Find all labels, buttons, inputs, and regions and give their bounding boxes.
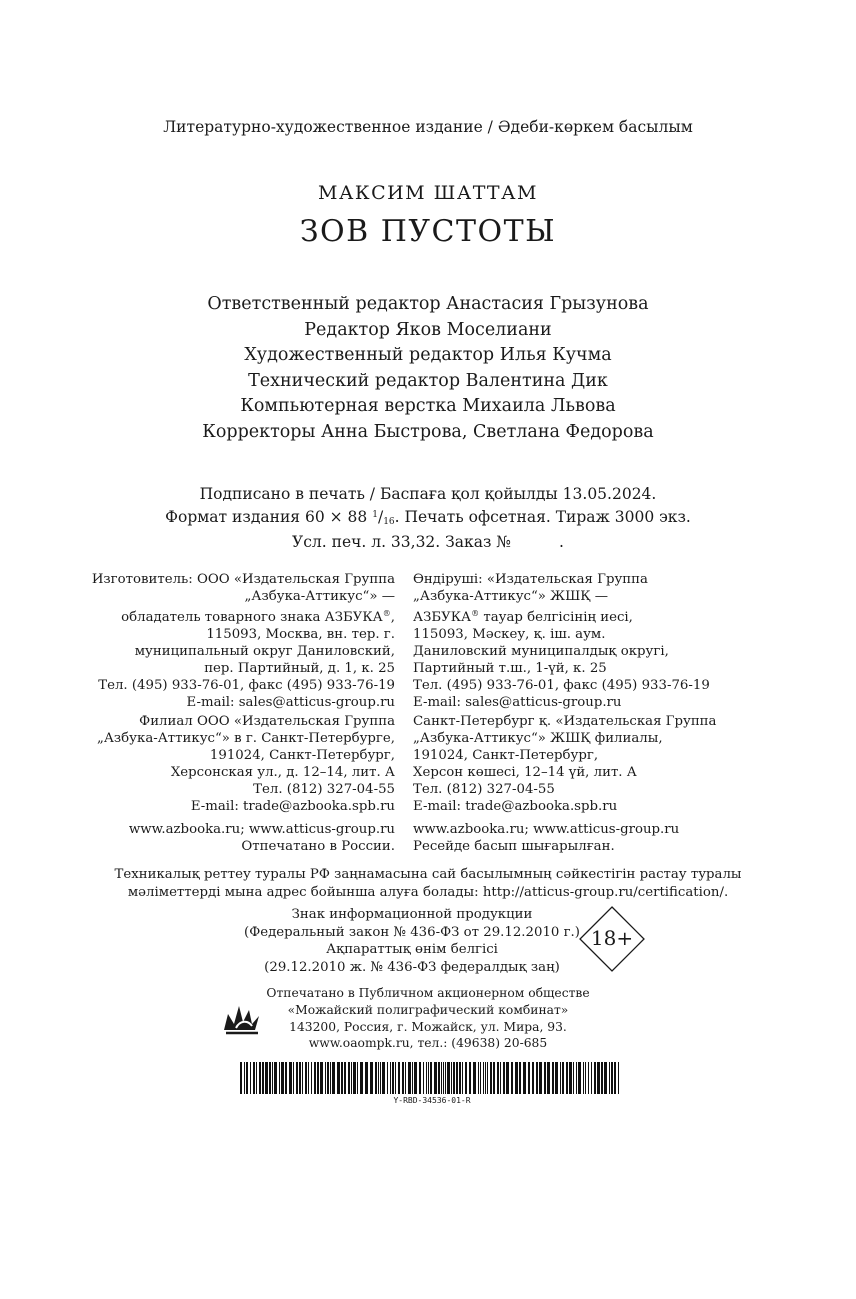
barcode-bar bbox=[405, 1062, 406, 1094]
barcode-bar bbox=[279, 1062, 280, 1094]
barcode-bar bbox=[395, 1062, 396, 1094]
barcode-bar bbox=[539, 1062, 542, 1094]
barcode-bar bbox=[588, 1062, 589, 1094]
barcode bbox=[240, 1062, 624, 1094]
credit-line: Редактор Яков Моселиани bbox=[304, 319, 552, 340]
barcode-bar bbox=[485, 1062, 486, 1094]
barcode-bar bbox=[552, 1062, 554, 1094]
barcode-bar bbox=[483, 1062, 484, 1094]
barcode-bar bbox=[317, 1062, 319, 1094]
barcode-bar bbox=[585, 1062, 586, 1094]
barcode-bar bbox=[265, 1062, 268, 1094]
barcode-bar bbox=[274, 1062, 277, 1094]
barcode-bar bbox=[311, 1062, 312, 1094]
barcode-bar bbox=[380, 1062, 381, 1094]
barcode-bar bbox=[408, 1062, 411, 1094]
barcode-bar bbox=[447, 1062, 450, 1094]
author-name: МАКСИМ ШАТТАМ bbox=[318, 182, 538, 204]
barcode-bar bbox=[259, 1062, 261, 1094]
barcode-bar bbox=[528, 1062, 530, 1094]
barcode-bar bbox=[253, 1062, 255, 1094]
web-kz: www.azbooka.ru; www.atticus-group.ru Ресейде басып шығарылған. bbox=[413, 822, 680, 854]
barcode-bar bbox=[281, 1062, 284, 1094]
barcode-bar bbox=[453, 1062, 455, 1094]
format-line: Формат издания 60 × 88 $^1/_{16}$. Печать офсетная. Тираж 3000 экз. bbox=[165, 507, 691, 527]
barcode-bar bbox=[269, 1062, 271, 1094]
barcode-bar bbox=[256, 1062, 257, 1094]
barcode-bar bbox=[412, 1062, 413, 1094]
barcode-bar bbox=[246, 1062, 248, 1094]
book-title: ЗОВ ПУСТОТЫ bbox=[299, 214, 557, 249]
barcode-bar bbox=[456, 1062, 458, 1094]
barcode-bar bbox=[375, 1062, 377, 1094]
barcode-bar bbox=[544, 1062, 546, 1094]
barcode-bar bbox=[351, 1062, 352, 1094]
barcode-bar bbox=[614, 1062, 616, 1094]
barcode-bar bbox=[478, 1062, 479, 1094]
edition-type: Литературно-художественное издание / Әдеби-көркем басылым bbox=[163, 118, 693, 136]
credit-line: Корректоры Анна Быстрова, Светлана Федорова bbox=[202, 421, 654, 442]
barcode-bar bbox=[414, 1062, 417, 1094]
manufacturer-ru: Изготовитель: ООО «Издательская Группа „Азбука-Аттикус“» — обладатель товарного знака АЗБУКА®, 115093, Москва, вн. тер. г. муниципальный округ Даниловский, пер. Партийный, д. 1, к. 25 Тел. (495) 933-76-01, факс (495) 933-76-19 E-mail: sales@atticus-group.ru bbox=[91, 572, 395, 710]
barcode-bar bbox=[578, 1062, 581, 1094]
barcode-bar bbox=[480, 1062, 481, 1094]
barcode-bar bbox=[387, 1062, 388, 1094]
barcode-bar bbox=[560, 1062, 561, 1094]
barcode-bar bbox=[569, 1062, 572, 1094]
barcode-bar bbox=[515, 1062, 518, 1094]
barcode-bar bbox=[353, 1062, 356, 1094]
barcode-bar bbox=[305, 1062, 307, 1094]
age-rating-label: 18+ bbox=[590, 926, 634, 950]
barcode-bar bbox=[332, 1062, 335, 1094]
barcode-bar bbox=[523, 1062, 526, 1094]
barcode-bar bbox=[426, 1062, 427, 1094]
barcode-bar bbox=[357, 1062, 358, 1094]
barcode-bar bbox=[344, 1062, 346, 1094]
barcode-text: Y-RBD-34536-01-R bbox=[393, 1096, 471, 1105]
barcode-bar bbox=[443, 1062, 444, 1094]
manufacturer-kz: Өндіруші: «Издательская Группа „Азбука-Аттикус“» ЖШҚ — АЗБУКА® тауар белгісінің иесі, 115093, Мәскеу, қ. іш. аум. Даниловский муниципалдық округі, Партийный т.ш., 1-үй, к. 25 Тел. (495) 933-76-01, факс (495) 933-76-19 E-mail: sales@atticus-group.ru bbox=[413, 572, 710, 710]
barcode-bar bbox=[562, 1062, 564, 1094]
credit-line: Технический редактор Валентина Дик bbox=[248, 370, 608, 391]
barcode-bar bbox=[244, 1062, 245, 1094]
barcode-bar bbox=[419, 1062, 421, 1094]
print-info bbox=[0, 484, 856, 553]
sheets-line: Усл. печ. л. 33,32. Заказ № . bbox=[292, 533, 564, 551]
barcode-bar bbox=[438, 1062, 440, 1094]
barcode-bar bbox=[325, 1062, 326, 1094]
barcode-bar bbox=[398, 1062, 400, 1094]
barcode-bar bbox=[327, 1062, 329, 1094]
barcode-bar bbox=[601, 1062, 603, 1094]
barcode-bar bbox=[289, 1062, 292, 1094]
barcode-bar bbox=[465, 1062, 467, 1094]
barcode-bar bbox=[299, 1062, 301, 1094]
barcode-bar bbox=[348, 1062, 350, 1094]
barcode-bar bbox=[573, 1062, 574, 1094]
barcode-bar bbox=[341, 1062, 343, 1094]
barcode-bar bbox=[390, 1062, 391, 1094]
barcode-bar bbox=[272, 1062, 273, 1094]
barcode-bar bbox=[469, 1062, 471, 1094]
format-fraction: $^1/_{16}$ bbox=[372, 507, 395, 527]
barcode-bar bbox=[240, 1062, 242, 1094]
barcode-bar bbox=[337, 1062, 340, 1094]
barcode-bar bbox=[428, 1062, 429, 1094]
barcode-bar bbox=[459, 1062, 461, 1094]
branch-ru: Филиал ООО «Издательская Группа „Азбука-Аттикус“» в г. Санкт-Петербурге, 191024, Санкт-Петербург, Херсонская ул., д. 12–14, лит. А Тел. (812) 327-04-55 E-mail: trade@azbooka.spb.ru bbox=[96, 714, 395, 814]
signed-date: Подписано в печать / Баспаға қол қойылды 13.05.2024. bbox=[199, 485, 657, 503]
barcode-bar bbox=[566, 1062, 568, 1094]
barcode-bar bbox=[583, 1062, 584, 1094]
barcode-bar bbox=[555, 1062, 558, 1094]
barcode-bar bbox=[314, 1062, 316, 1094]
barcode-bar bbox=[618, 1062, 619, 1094]
barcode-bar bbox=[604, 1062, 607, 1094]
credit-line: Компьютерная верстка Михаила Львова bbox=[240, 396, 616, 417]
barcode-bar bbox=[392, 1062, 394, 1094]
barcode-bar bbox=[462, 1062, 463, 1094]
barcode-bar bbox=[434, 1062, 437, 1094]
barcode-bar bbox=[285, 1062, 287, 1094]
barcode-bar bbox=[611, 1062, 613, 1094]
barcode-bar bbox=[547, 1062, 550, 1094]
barcode-bar bbox=[511, 1062, 513, 1094]
barcode-bar bbox=[402, 1062, 404, 1094]
barcode-bar bbox=[445, 1062, 446, 1094]
credits-block bbox=[0, 292, 856, 446]
barcode-bar bbox=[320, 1062, 323, 1094]
barcode-bar bbox=[370, 1062, 373, 1094]
credit-line: Ответственный редактор Анастасия Грызунова bbox=[207, 294, 649, 314]
age-rating-badge bbox=[579, 906, 645, 972]
barcode-bar bbox=[430, 1062, 432, 1094]
barcode-bar bbox=[597, 1062, 600, 1094]
barcode-bar bbox=[594, 1062, 596, 1094]
credit-line: Художественный редактор Илья Кучма bbox=[244, 345, 612, 366]
barcode-bar bbox=[441, 1062, 442, 1094]
barcode-bar bbox=[382, 1062, 385, 1094]
barcode-bar bbox=[576, 1062, 577, 1094]
barcode-bar bbox=[609, 1062, 610, 1094]
barcode-bar bbox=[360, 1062, 363, 1094]
barcode-bar bbox=[378, 1062, 379, 1094]
barcode-bar bbox=[536, 1062, 538, 1094]
barcode-bar bbox=[532, 1062, 534, 1094]
barcode-bar bbox=[506, 1062, 509, 1094]
barcode-bar bbox=[503, 1062, 505, 1094]
certification-note: Техникалық реттеу туралы РФ заңнамасына сай басылымның сәйкестігін растау туралы мәліметтерді мына адрес бойынша алуға болады: http://atticus-group.ru/certification/. bbox=[114, 867, 742, 900]
barcode-bar bbox=[497, 1062, 499, 1094]
printer-info: Отпечатано в Публичном акционерном обществе «Можайский полиграфический комбинат» 143200, Россия, г. Можайск, ул. Мира, 93. www.oaompk.ru, тел.: (49638) 20-685 bbox=[266, 986, 590, 1051]
branch-kz: Санкт-Петербург қ. «Издательская Группа „Азбука-Аттикус“» ЖШҚ филиалы, 191024, Санкт-Петербург, Херсон көшесі, 12–14 үй, лит. А Тел. (812) 327-04-55 E-mail: trade@azbooka.spb.ru bbox=[413, 714, 717, 814]
info-sign-text: Знак информационной продукции (Федеральный закон № 436-ФЗ от 29.12.2010 г.) Ақпараттық өнім белгісі (29.12.2010 ж. № 436-ФЗ федералдық заң) bbox=[244, 907, 580, 975]
barcode-bar bbox=[423, 1062, 424, 1094]
barcode-bar bbox=[308, 1062, 309, 1094]
barcode-bar bbox=[262, 1062, 264, 1094]
barcode-bar bbox=[365, 1062, 368, 1094]
barcode-bar bbox=[296, 1062, 298, 1094]
barcode-bar bbox=[493, 1062, 495, 1094]
barcode-bar bbox=[500, 1062, 501, 1094]
barcode-bar bbox=[487, 1062, 488, 1094]
barcode-bar bbox=[293, 1062, 294, 1094]
barcode-bar bbox=[519, 1062, 521, 1094]
barcode-bar bbox=[490, 1062, 492, 1094]
barcode-bar bbox=[302, 1062, 303, 1094]
barcode-bar bbox=[330, 1062, 331, 1094]
barcode-bar bbox=[451, 1062, 452, 1094]
barcode-bar bbox=[591, 1062, 592, 1094]
web-ru: www.azbooka.ru; www.atticus-group.ru Отпечатано в России. bbox=[128, 822, 395, 854]
barcode-bar bbox=[250, 1062, 251, 1094]
barcode-bar bbox=[473, 1062, 476, 1094]
